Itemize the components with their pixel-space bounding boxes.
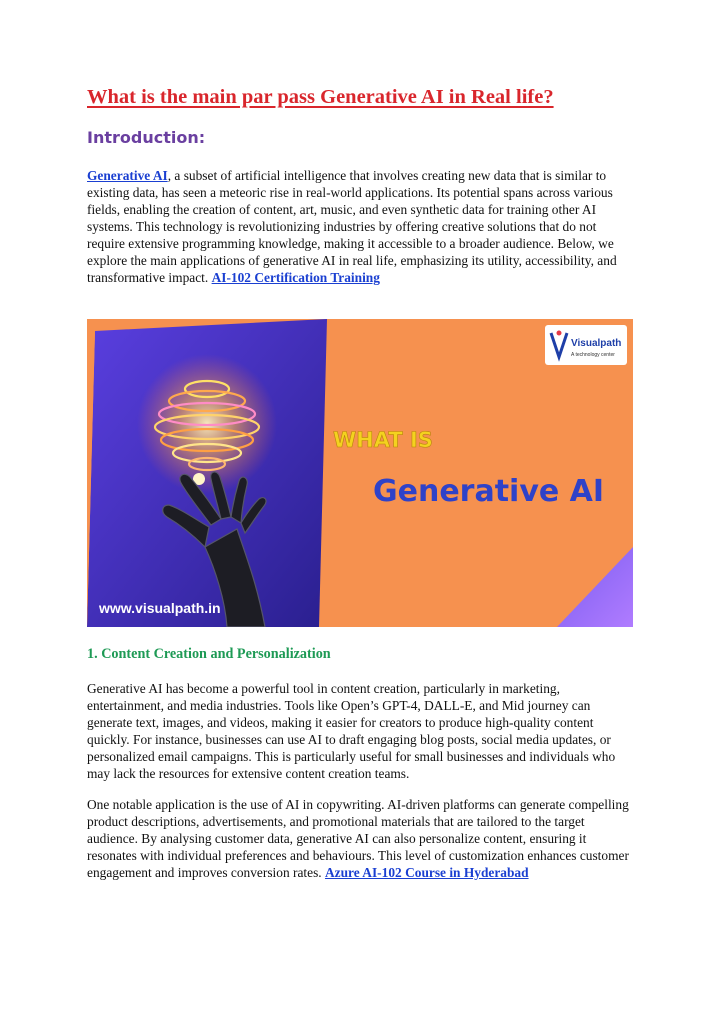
page-title: What is the main par pass Generative AI in Real life? xyxy=(87,86,554,108)
section1-paragraph-2 xyxy=(87,796,633,881)
generative-ai-link[interactable]: Generative AI xyxy=(87,168,168,183)
intro-body-text: , a subset of artificial intelligence that involves creating new data that is similar to existing data, has seen a meteoric rise in real-world applications. Its potential spans across various fields, enabling the creation of content, art, music, and even synthetic data for training other AI systems. This technology is revolutionizing industries by offering creative solutions that do not require extensive programming knowledge, making it accessible to a broader audience. Below, we explore the main applications of generative AI in real life, emphasizing its utility, accessibility, and transformative impact. xyxy=(87,168,617,285)
banner-what-is-text: WHAT IS xyxy=(333,428,433,452)
section1-paragraph-1: Generative AI has become a powerful tool in content creation, particularly in marketing, entertainment, and media industries. Tools like Open’s GPT-4, DALL-E, and Mid journey can generate text, images, and videos, making it easier for creators to produce high-quality content quickly. For instance, businesses can use AI to draft engaging blog posts, social media updates, or personalized email campaigns. This is particularly useful for small businesses and individuals who may lack the resources for extensive content creation teams. xyxy=(87,681,616,781)
banner-website-text: www.visualpath.in xyxy=(99,600,221,616)
introduction-heading: Introduction: xyxy=(87,128,206,147)
generative-ai-banner-image xyxy=(87,319,633,627)
glowing-brain-icon xyxy=(137,354,277,494)
intro-paragraph xyxy=(87,167,633,286)
section1-paragraph-2-text: One notable application is the use of AI in copywriting. AI-driven platforms can generate compelling product descriptions, advertisements, and promotional materials that are tailored to the target audience. By analysing customer data, generative AI can also personalize content, ensuring it resonates with individual preferences and behaviours. This level of customization enhances customer engagement and improves conversion rates. xyxy=(87,797,629,880)
banner-graphic xyxy=(87,319,633,627)
logo-name: Visualpath xyxy=(571,338,622,349)
ai-102-certification-link[interactable]: AI-102 Certification Training xyxy=(211,270,380,285)
logo-tagline: A technology center xyxy=(571,352,615,358)
section-heading-content-creation: 1. Content Creation and Personalization xyxy=(87,646,331,662)
azure-ai-102-course-link[interactable]: Azure AI-102 Course in Hyderabad xyxy=(324,865,529,880)
banner-generative-ai-text: Generative AI xyxy=(373,474,605,509)
